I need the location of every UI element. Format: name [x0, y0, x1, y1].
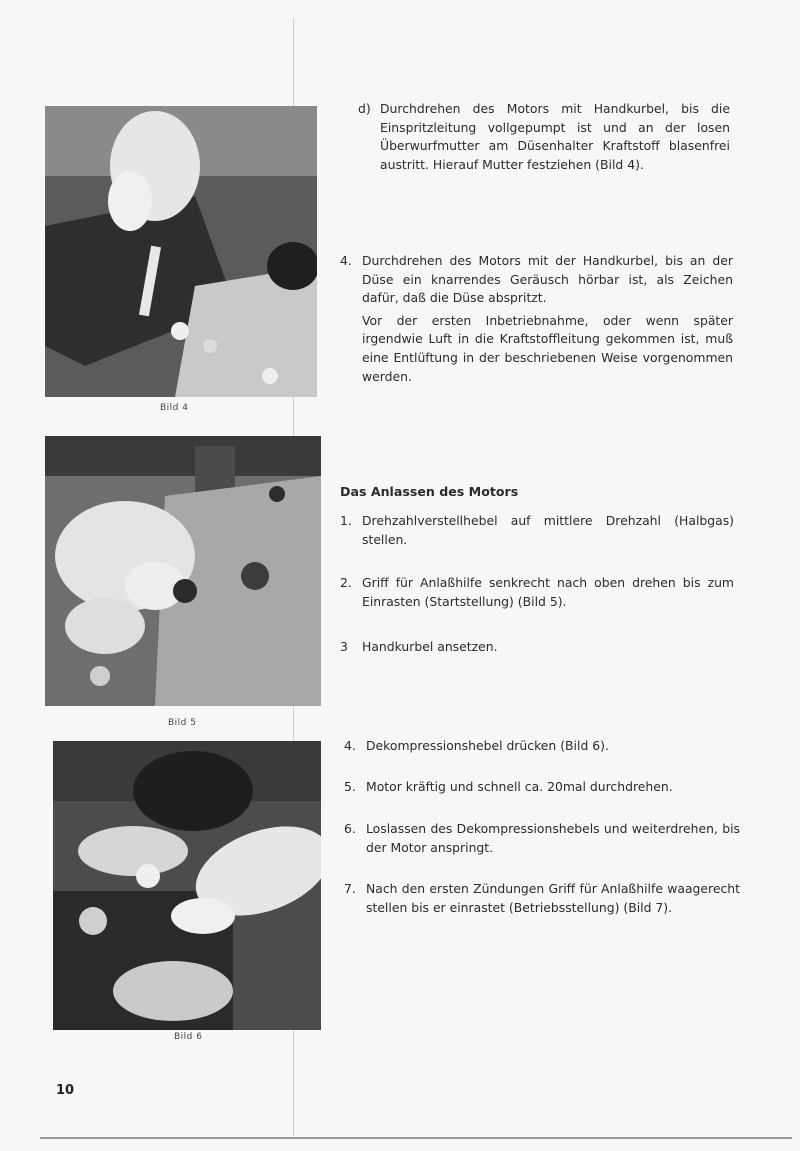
- bottom-rule: [40, 1137, 792, 1139]
- photo-bild-5: [45, 436, 321, 706]
- step-number: 2.: [340, 575, 352, 590]
- step-number: 7.: [344, 881, 356, 896]
- photo-bild-6-illustration: [53, 741, 321, 1030]
- item-number: 4.: [340, 253, 352, 268]
- item-number: d): [358, 101, 371, 116]
- step-item: [344, 778, 740, 797]
- figure-caption: Bild 6: [174, 1032, 203, 1042]
- figure-caption: Bild 5: [168, 718, 197, 728]
- step-text: Drehzahlverstellhebel auf mittlere Drehzahl (Halbgas) stellen.: [362, 513, 734, 547]
- photo-bild-4-illustration: [45, 106, 317, 397]
- step-text: Nach den ersten Zündungen Griff für Anlaßhilfe waagerecht stellen bis er einrastet (Betriebsstellung) (Bild 7).: [366, 881, 740, 915]
- section-heading: Das Anlassen des Motors: [340, 484, 519, 499]
- step-text: Dekompressionshebel drücken (Bild 6).: [366, 738, 609, 753]
- step-text: Loslassen des Dekompressionshebels und weiterdrehen, bis der Motor anspringt.: [366, 821, 740, 855]
- photo-bild-5-illustration: [45, 436, 321, 706]
- photo-bild-4: [45, 106, 317, 397]
- step-item: [340, 512, 734, 549]
- step-text: Griff für Anlaßhilfe senkrecht nach oben drehen bis zum Einrasten (Startstellung) (Bild 5).: [362, 575, 734, 609]
- instruction-item-d: [358, 100, 730, 174]
- step-text: Motor kräftig und schnell ca. 20mal durchdrehen.: [366, 779, 673, 794]
- item-text: Durchdrehen des Motors mit Handkurbel, bis die Einspritzleitung vollgepumpt ist und an der losen Überwurfmutter am Düsenhalter Kraftstoff blasenfrei austritt. Hierauf Mutter festziehen (Bild 4).: [380, 101, 730, 172]
- step-item: [344, 880, 740, 917]
- step-number: 3: [340, 639, 348, 654]
- step-item: [340, 574, 734, 611]
- step-number: 4.: [344, 738, 356, 753]
- step-item: [340, 638, 734, 657]
- page-number: 10: [56, 1083, 75, 1098]
- photo-bild-6: [53, 741, 321, 1030]
- step-number: 5.: [344, 779, 356, 794]
- step-number: 6.: [344, 821, 356, 836]
- venting-note: Vor der ersten Inbetriebnahme, oder wenn später irgendwie Luft in die Kraftstoffleitung gekommen ist, muß eine Entlüftung in der beschriebenen Weise vorgenommen werden.: [362, 312, 733, 384]
- step-item: [344, 820, 740, 857]
- step-item: [344, 737, 740, 756]
- item-text: Durchdrehen des Motors mit der Handkurbel, bis an der Düse ein knarrendes Geräusch hörbar ist, als Zeichen dafür, daß die Düse abspritzt.: [362, 253, 733, 306]
- step-text: Handkurbel ansetzen.: [362, 639, 498, 654]
- figure-caption: Bild 4: [160, 403, 189, 413]
- instruction-item-4-venting: [340, 252, 733, 386]
- step-number: 1.: [340, 513, 352, 528]
